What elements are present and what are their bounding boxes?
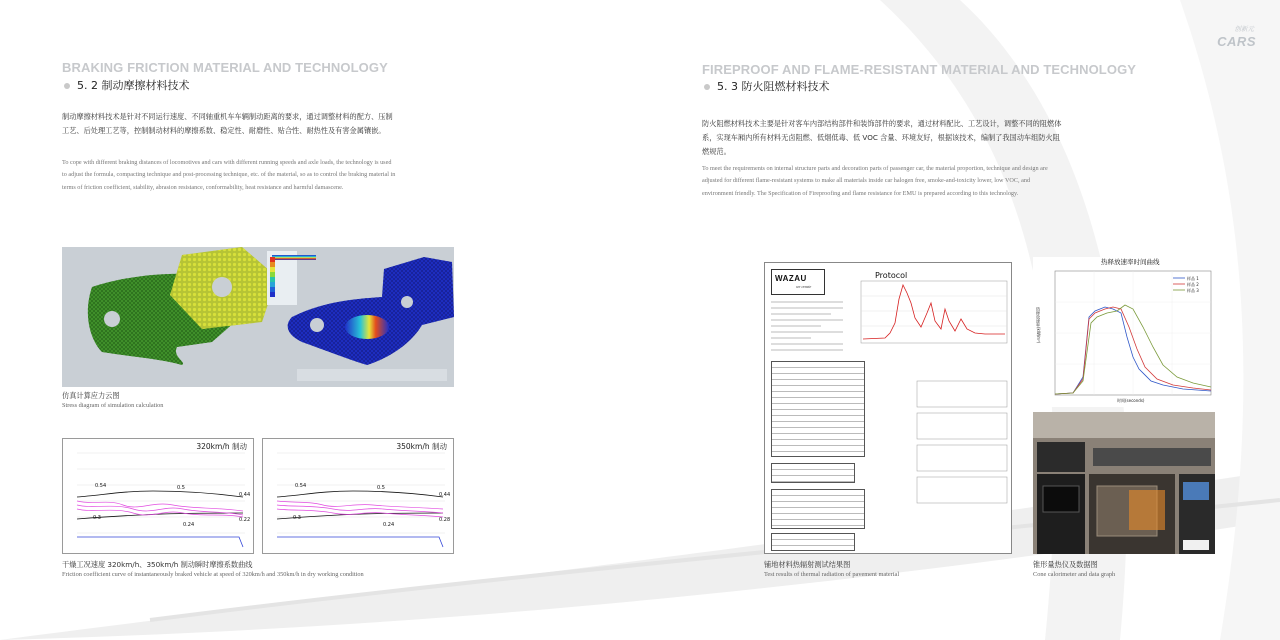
graph-value: 0.24 xyxy=(383,522,395,528)
cone-calorimeter-photo xyxy=(1033,412,1215,554)
bullet-dot-icon xyxy=(64,83,70,89)
measurement-table xyxy=(771,361,865,457)
body-text-cn: 制动摩擦材料技术是针对不同运行速度、不同轴重机车车辆制动距离的要求，通过调整材料的配方、压制工艺、后处理工艺等，控制制动材料的摩擦系数、稳定性、耐磨性、贴合性、耐热性及有害金属镶嵌。 xyxy=(62,112,393,135)
chart-ylabel: 热释放速率(kW/m²) xyxy=(1036,307,1041,344)
brand-logo-subtext: 创新元 xyxy=(1234,25,1254,33)
wazau-logo-subtext: we create xyxy=(796,284,812,289)
fig1-caption-en: Stress diagram of simulation calculation xyxy=(62,402,164,409)
chart-xlabel: 时间(seconds) xyxy=(1117,398,1145,403)
graph-value: 0.5 xyxy=(377,485,385,491)
body-text-cn: 防火阻燃材料技术主要是针对客车内部结构部件和装饰部件的要求，通过材料配比、工艺设计，调整不同的阻燃体系，实现车厢内所有材料无卤阻燃、低烟低毒、低 VOC 含量、环境友好，根据该技术，编制了我国动车组防火阻燃规范。 xyxy=(702,119,1062,156)
graph-value: 0.44 xyxy=(439,492,451,498)
stress-simulation-image xyxy=(62,247,454,387)
wazau-logo-text: WAZAU xyxy=(775,274,807,283)
legend-item: 样品 1 xyxy=(1187,276,1199,281)
body-text-en: To cope with different braking distances of locomotives and cars with different running speeds and axle loads, the technology is used to adjust the formula, compacting technique and post-processing technique, etc. of the material, so as to control the braking material in terms of friction coefficient, stability, abrasion resistance, conformability, heat resistance and harmful damascene. xyxy=(62,159,396,191)
graph-title-350: 350km/h 制动 xyxy=(396,442,447,451)
section-title-en: FIREPROOF AND FLAME-RESISTANT MATERIAL AND TECHNOLOGY xyxy=(702,62,1137,77)
graph-value: 0.3 xyxy=(93,515,101,521)
friction-graph-350 xyxy=(262,438,454,554)
legend-item: 样品 3 xyxy=(1187,288,1199,293)
chart-title: 热释放速率时间曲线 xyxy=(1101,258,1160,266)
heat-release-chart xyxy=(1033,257,1215,407)
friction-curves-350 xyxy=(263,439,453,553)
graph-value: 0.5 xyxy=(177,485,185,491)
legend-item: 样品 2 xyxy=(1187,282,1199,287)
stress-simulation-illustration xyxy=(62,247,454,387)
graph-value: 0.54 xyxy=(295,483,307,489)
section-title-cn-text: 5. 3 防火阻燃材料技术 xyxy=(717,80,830,93)
graph-value: 0.28 xyxy=(439,517,451,523)
section-title-cn xyxy=(704,78,830,94)
graph-value: 0.24 xyxy=(183,522,195,528)
graph-value: 0.44 xyxy=(239,492,251,498)
brand-logo xyxy=(1202,24,1256,50)
flame-table xyxy=(771,489,865,529)
friction-curves-320 xyxy=(63,439,253,553)
smoke-table xyxy=(771,463,855,483)
brand-logo-text: CARS xyxy=(1217,34,1256,49)
fig3-caption-en: Test results of thermal radiation of pavement material xyxy=(764,571,900,578)
section-title-cn-text: 5. 2 制动摩擦材料技术 xyxy=(77,79,190,92)
fig4-caption-cn: 锥形量热仪及数据图 xyxy=(1033,560,1098,569)
graph-value: 0.22 xyxy=(239,517,251,523)
fig2-caption-cn: 干燥工况速度 320km/h、350km/h 制动瞬时摩擦系数曲线 xyxy=(62,560,253,569)
cone-calorimeter-illustration xyxy=(1033,412,1215,554)
section-title-cn xyxy=(64,77,190,93)
body-text-en: To meet the requirements on internal structure parts and decoration parts of passenger car, the material proportion, technique and design are adjusted for different flame-resistant systems to make all materials inside car halogen free, smoke-and-toxicity lower, low VOC, and environment friendly. The Specification of Fireproofing and flame resistance for EMU is prepared according to this technology. xyxy=(702,165,1048,197)
fig1-caption-cn: 仿真计算应力云图 xyxy=(62,391,120,400)
graph-value: 0.54 xyxy=(95,483,107,489)
protocol-title: Protocol xyxy=(875,271,908,280)
graph-title-320: 320km/h 制动 xyxy=(196,442,247,451)
friction-graph-320 xyxy=(62,438,254,554)
section-title-en: BRAKING FRICTION MATERIAL AND TECHNOLOGY xyxy=(62,60,388,75)
flux-table xyxy=(771,533,855,551)
graph-value: 0.3 xyxy=(293,515,301,521)
right-page xyxy=(640,0,1280,640)
fig3-caption-cn: 铺地材料热辐射测试结果图 xyxy=(764,560,851,569)
fig4-caption-en: Cone calorimeter and data graph xyxy=(1033,571,1116,578)
protocol-document-image xyxy=(764,262,1012,554)
fig2-caption-en: Friction coefficient curve of instantaneously braked vehicle at speed of 320km/h and 350km/h in dry working condition xyxy=(62,571,364,578)
bullet-dot-icon xyxy=(704,84,710,90)
